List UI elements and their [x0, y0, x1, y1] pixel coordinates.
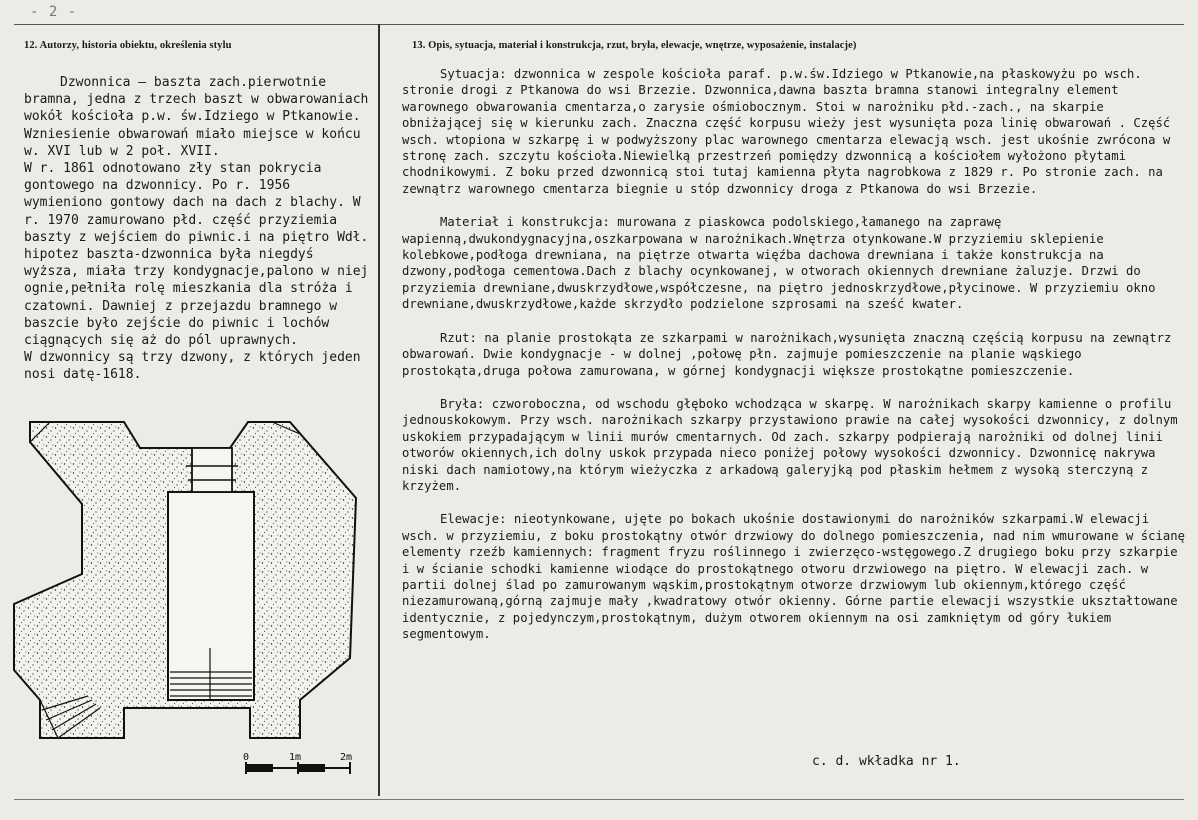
scale-bar	[246, 762, 350, 774]
section-header-history: 12. Autorzy, historia obiektu, określenia stylu	[24, 40, 232, 51]
scale-label: 0	[243, 752, 250, 763]
description-column	[402, 66, 1192, 660]
description-paragraph-situation: Sytuacja: dzwonnica w zespole kościoła paraf. p.w.św.Idziego w Ptkanowie,na płaskowyżu po wsch. stronie drogi z Ptkanowa do wsi Brzezie. Dzwonnica,dawna baszta bramna stanowi integralny element warownego obwarowania cmentarza,o zarysie ośmiobocznym. Stoi w narożniku płd.-zach., na skarpie obniżającej się w kierunku zach. Znaczna część korpusu wieży jest wysunięta poza linię obwarowań . Część wsch. wtopiona w szkarpę i w podwyższony plac warownego cmentarza elewacją wsch. jest ukośnie zwrócona w stronę zach. szczytu kościoła.Niewielką przestrzeń pomiędzy dzwonnicą a kościołem wyłożono płytami chodnikowymi. Z boku przed dzwonnicą stoi tutaj kamienna płyta nagrobkowa z 1829 r. Po stronie zach. na zewnątrz warownego cmentarza biegnie u stóp dzwonnicy droga z Ptkanowa do wsi Brzezie.	[402, 67, 1171, 196]
description-paragraph-plan: Rzut: na planie prostokąta ze szkarpami w narożnikach,wysunięta znaczną częścią korpusu na zewnątrz obwarowań. Dwie kondygnacje - w dolnej ,połowę płn. zajmuje pomieszczenie na planie wąskiego prostokąta,druga połowa zamurowana, w górnej kondygnacji większe prostokątne pomieszczenie.	[402, 330, 1172, 378]
section-header-description: 13. Opis, sytuacja, materiał i konstrukcja, rzut, bryła, elewacje, wnętrze, wyposażenie, instalacje)	[412, 40, 857, 51]
description-paragraph-material: Materiał i konstrukcja: murowana z piaskowca podolskiego,łamanego na zaprawę wapienną,dwukondygnacyjna,oszkarpowana w narożnikach.Wnętrza otynkowane.W przyziemiu sklepienie kolebkowe,podłoga drewniana, na piętrze otwarta więźba dachowa drewniana i także konstrukcja na dzwony,podłoga cementowa.Dach z blachy ocynkowanej, w otworach okiennych drewniane żaluzje. Drzwi do przyziemia drewniane,dwuskrzydłowe,współczesne, na piętro jednoskrzydłowe,płycinowe. W przyziemiu okno drewniane,dwuskrzydłowe,każde skrzydło podzielone szprosami na sześć kwater.	[402, 215, 1156, 312]
floor-plan-drawing	[0, 408, 378, 780]
description-paragraph-massing: Bryła: czworoboczna, od wschodu głęboko wchodząca w skarpę. W narożnikach skarpy kamienne o profilu jednouskokowym. Przy wsch. narożnikach szkarpy przystawiono prawie na całej wysokości dzwonnicy, z dolnym uskokiem przypadającym w linii murów cmentarnych. Od zach. szkarpy podpierają narożniki od dolnej linii otworów okiennych,ich dolny uskok przypada nieco poniżej połowy wysokości dzwonnicy. Dzwonnicę nakrywa niski dach namiotowy,na którym wieżyczka z arkadową galeryjką pod płaskim hełmem z wysoką sterczyną z krzyżem.	[402, 396, 1178, 493]
continuation-note: c. d. wkładka nr 1.	[812, 754, 961, 769]
page-number-mark: - 2 -	[30, 4, 78, 20]
history-paragraph: W dzwonnicy są trzy dzwony, z których jeden nosi datę-1618.	[24, 350, 361, 383]
history-column	[24, 74, 376, 384]
entry-top	[192, 448, 232, 492]
history-paragraph: Dzwonnica – baszta zach.pierwotnie bramna, jedna z trzech baszt w obwarowaniach wokół kościoła p.w. św.Idziego w Ptkanowie. Wzniesienie obwarowań miało miejsce w końcu w. XVI lub w 2 poł. XVII.	[24, 75, 369, 159]
scale-label: 1m	[289, 752, 302, 763]
scale-label: 2m	[340, 752, 353, 763]
description-paragraph-elevations: Elewacje: nieotynkowane, ujęte po bokach ukośnie dostawionymi do narożników szkarpami.W elewacji wsch. w przyziemiu, z boku prostokątny otwór drzwiowy do dolnego pomieszczenia, nad nim wmurowane w ścianę elementy rzeźb kamiennych: fragment fryzu roślinnego i zwierzęco-wstęgowego.Z drugiego boku przy szkarpie i w ścianie schodki kamienne wiodące do prostokątnego otworu drzwiowego na piętro. W elewacji zach. w partii dolnej ślad po zamurowanym wąskim,prostokątnym otworze drzwiowym lub okiennym,którego część niezamurowaną,górną zajmuje mały ,kwadratowy otwór okienny. Górne partie elewacji wszystkie ukształtowane identycznie, z pojedynczym,prostokątnym, dużym otworem okiennym na osi zamkniętym od góry łukiem segmentowym.	[402, 512, 1186, 642]
top-rule	[14, 24, 1184, 25]
inner-room	[168, 492, 254, 700]
bottom-rule	[14, 799, 1184, 800]
column-divider	[378, 24, 380, 796]
history-paragraph: W r. 1861 odnotowano zły stan pokrycia gontowego na dzwonnicy. Po r. 1956 wymieniono gontowy dach na dach z blachy. W r. 1970 zamurowano płd. część przyziemia baszty z wejściem do piwnic.i na piętro Wdł. hipotez baszta-dzwonnica była niegdyś wyższa, miała trzy kondygnacje,palono w niej ognie,pełniła rolę mieszkania dla stróża i czatowni. Dawniej z przejazdu bramnego w baszcie było zejście do piwnic i lochów ciągnących się aż do pól uprawnych.	[24, 161, 369, 349]
